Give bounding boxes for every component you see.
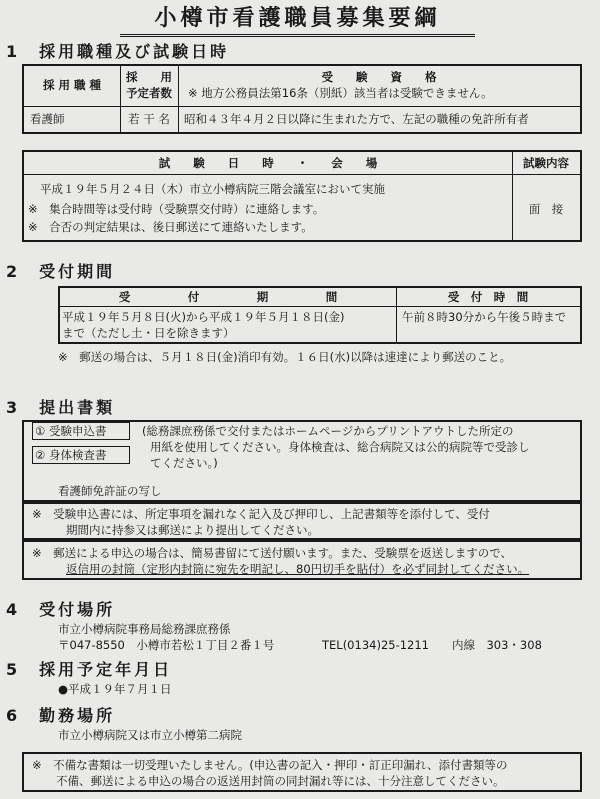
- document-title: 小樽市看護職員募集要綱: [120, 4, 475, 37]
- doc-health-certificate: ② 身体検査書: [35, 448, 107, 462]
- doc-application-form: ① 受験申込書: [35, 424, 107, 438]
- mail-note: ※ 郵送の場合は、５月１８日(金)消印有効。１６日(水)以降は速達により郵送のこと。: [58, 350, 512, 364]
- header-period: 受 付 期 間: [118, 290, 338, 304]
- period-line-2: まで（ただし土・日を除きます）: [62, 326, 235, 340]
- planned-count-value: 若 干 名: [128, 112, 170, 126]
- documents-box: [22, 420, 582, 502]
- reception-address: 〒047-8550 小樽市若松１丁目２番１号: [58, 638, 275, 652]
- footer-warning-1: ※ 不備な書類は一切受理いたしません。(申込書の記入・押印・訂正印漏れ、添付書類等の: [32, 758, 508, 772]
- mail-instruction-1: ※ 郵送による申込の場合は、簡易書留にて送付願います。また、受験票を返送しますので、: [32, 546, 512, 560]
- job-nurse: 看護師: [30, 112, 65, 126]
- footer-warning-2: 不備、郵送による申込の場合の返送用封筒の同封漏れ等には、十分注意してください。: [56, 774, 505, 788]
- section-5-heading: 5 採用予定年月日: [6, 660, 173, 679]
- exam-content-value: 面 接: [528, 202, 564, 216]
- exam-note-gather: ※ 集合時間等は受付時（受験票交付時）に連絡します。: [28, 202, 325, 216]
- reception-office: 市立小樽病院事務局総務課庶務係: [58, 622, 231, 636]
- exam-schedule-table: [22, 150, 582, 242]
- workplace: 市立小樽病院又は市立小樽第二病院: [58, 728, 242, 742]
- header-planned-count-2: 予定者数: [126, 86, 172, 100]
- submission-note-2: 期間内に持参又は郵送により提出してください。: [66, 523, 319, 537]
- section-2-heading: 2 受付期間: [6, 262, 116, 281]
- submission-note-box: [22, 502, 582, 540]
- section-3-heading: 3 提出書類: [6, 398, 116, 417]
- reception-period-table: [58, 286, 582, 344]
- exam-note-result: ※ 合否の判定結果は、後日郵送にて連絡いたします。: [28, 220, 313, 234]
- hire-date: ●平成１９年７月１日: [58, 682, 172, 696]
- reception-tel: TEL(0134)25-1211 内線 303・308: [322, 638, 542, 652]
- doc-note-line-2: 用紙を使用してください。身体検査は、総合病院又は公的病院等で受診し: [150, 440, 530, 454]
- doc-nurse-license: 看護師免許証の写し: [58, 484, 162, 498]
- doc-note-line-3: てください。): [150, 456, 218, 470]
- doc-note-line-1: (総務課庶務係で交付またはホームページからプリントアウトした所定の: [142, 424, 514, 438]
- footer-warning-box: [22, 752, 582, 792]
- section-1-heading: 1 採用職種及び試験日時: [6, 42, 230, 61]
- header-qualification: 受 験 資 格: [321, 70, 437, 84]
- header-exam-datetime: 試 験 日 時 ・ 会 場: [158, 156, 378, 170]
- section-4-heading: 4 受付場所: [6, 600, 116, 619]
- header-time: 受 付 時 間: [447, 290, 529, 304]
- header-exam-content: 試験内容: [523, 156, 569, 170]
- submission-note-1: ※ 受験申込書には、所定事項を漏れなく記入及び押印し、上記書類等を添付して、受付: [32, 507, 490, 521]
- qualification-value: 昭和４３年４月２日以降に生まれた方で、左記の職種の免許所有者: [184, 112, 529, 126]
- reception-time-value: 午前８時30分から午後５時まで: [402, 310, 567, 324]
- header-planned-count-1: 採 用: [126, 70, 172, 84]
- period-line-1: 平成１９年５月８日(火)から平成１９年５月１８日(金): [62, 310, 345, 324]
- qualification-table: [22, 64, 582, 134]
- qualification-note: ※ 地方公務員法第16条（別紙）該当者は受験できません。: [188, 86, 493, 100]
- mail-instruction-2: 返信用の封筒（定形内封筒に宛先を明記し、80円切手を貼付）を必ず同封してください。: [66, 562, 530, 576]
- header-job-type: 採 用 職 種: [42, 78, 101, 92]
- mail-instruction-box: [22, 540, 582, 580]
- section-6-heading: 6 勤務場所: [6, 706, 116, 725]
- exam-date-line: 平成１９年５月２４日（木）市立小樽病院三階会議室において実施: [40, 182, 385, 196]
